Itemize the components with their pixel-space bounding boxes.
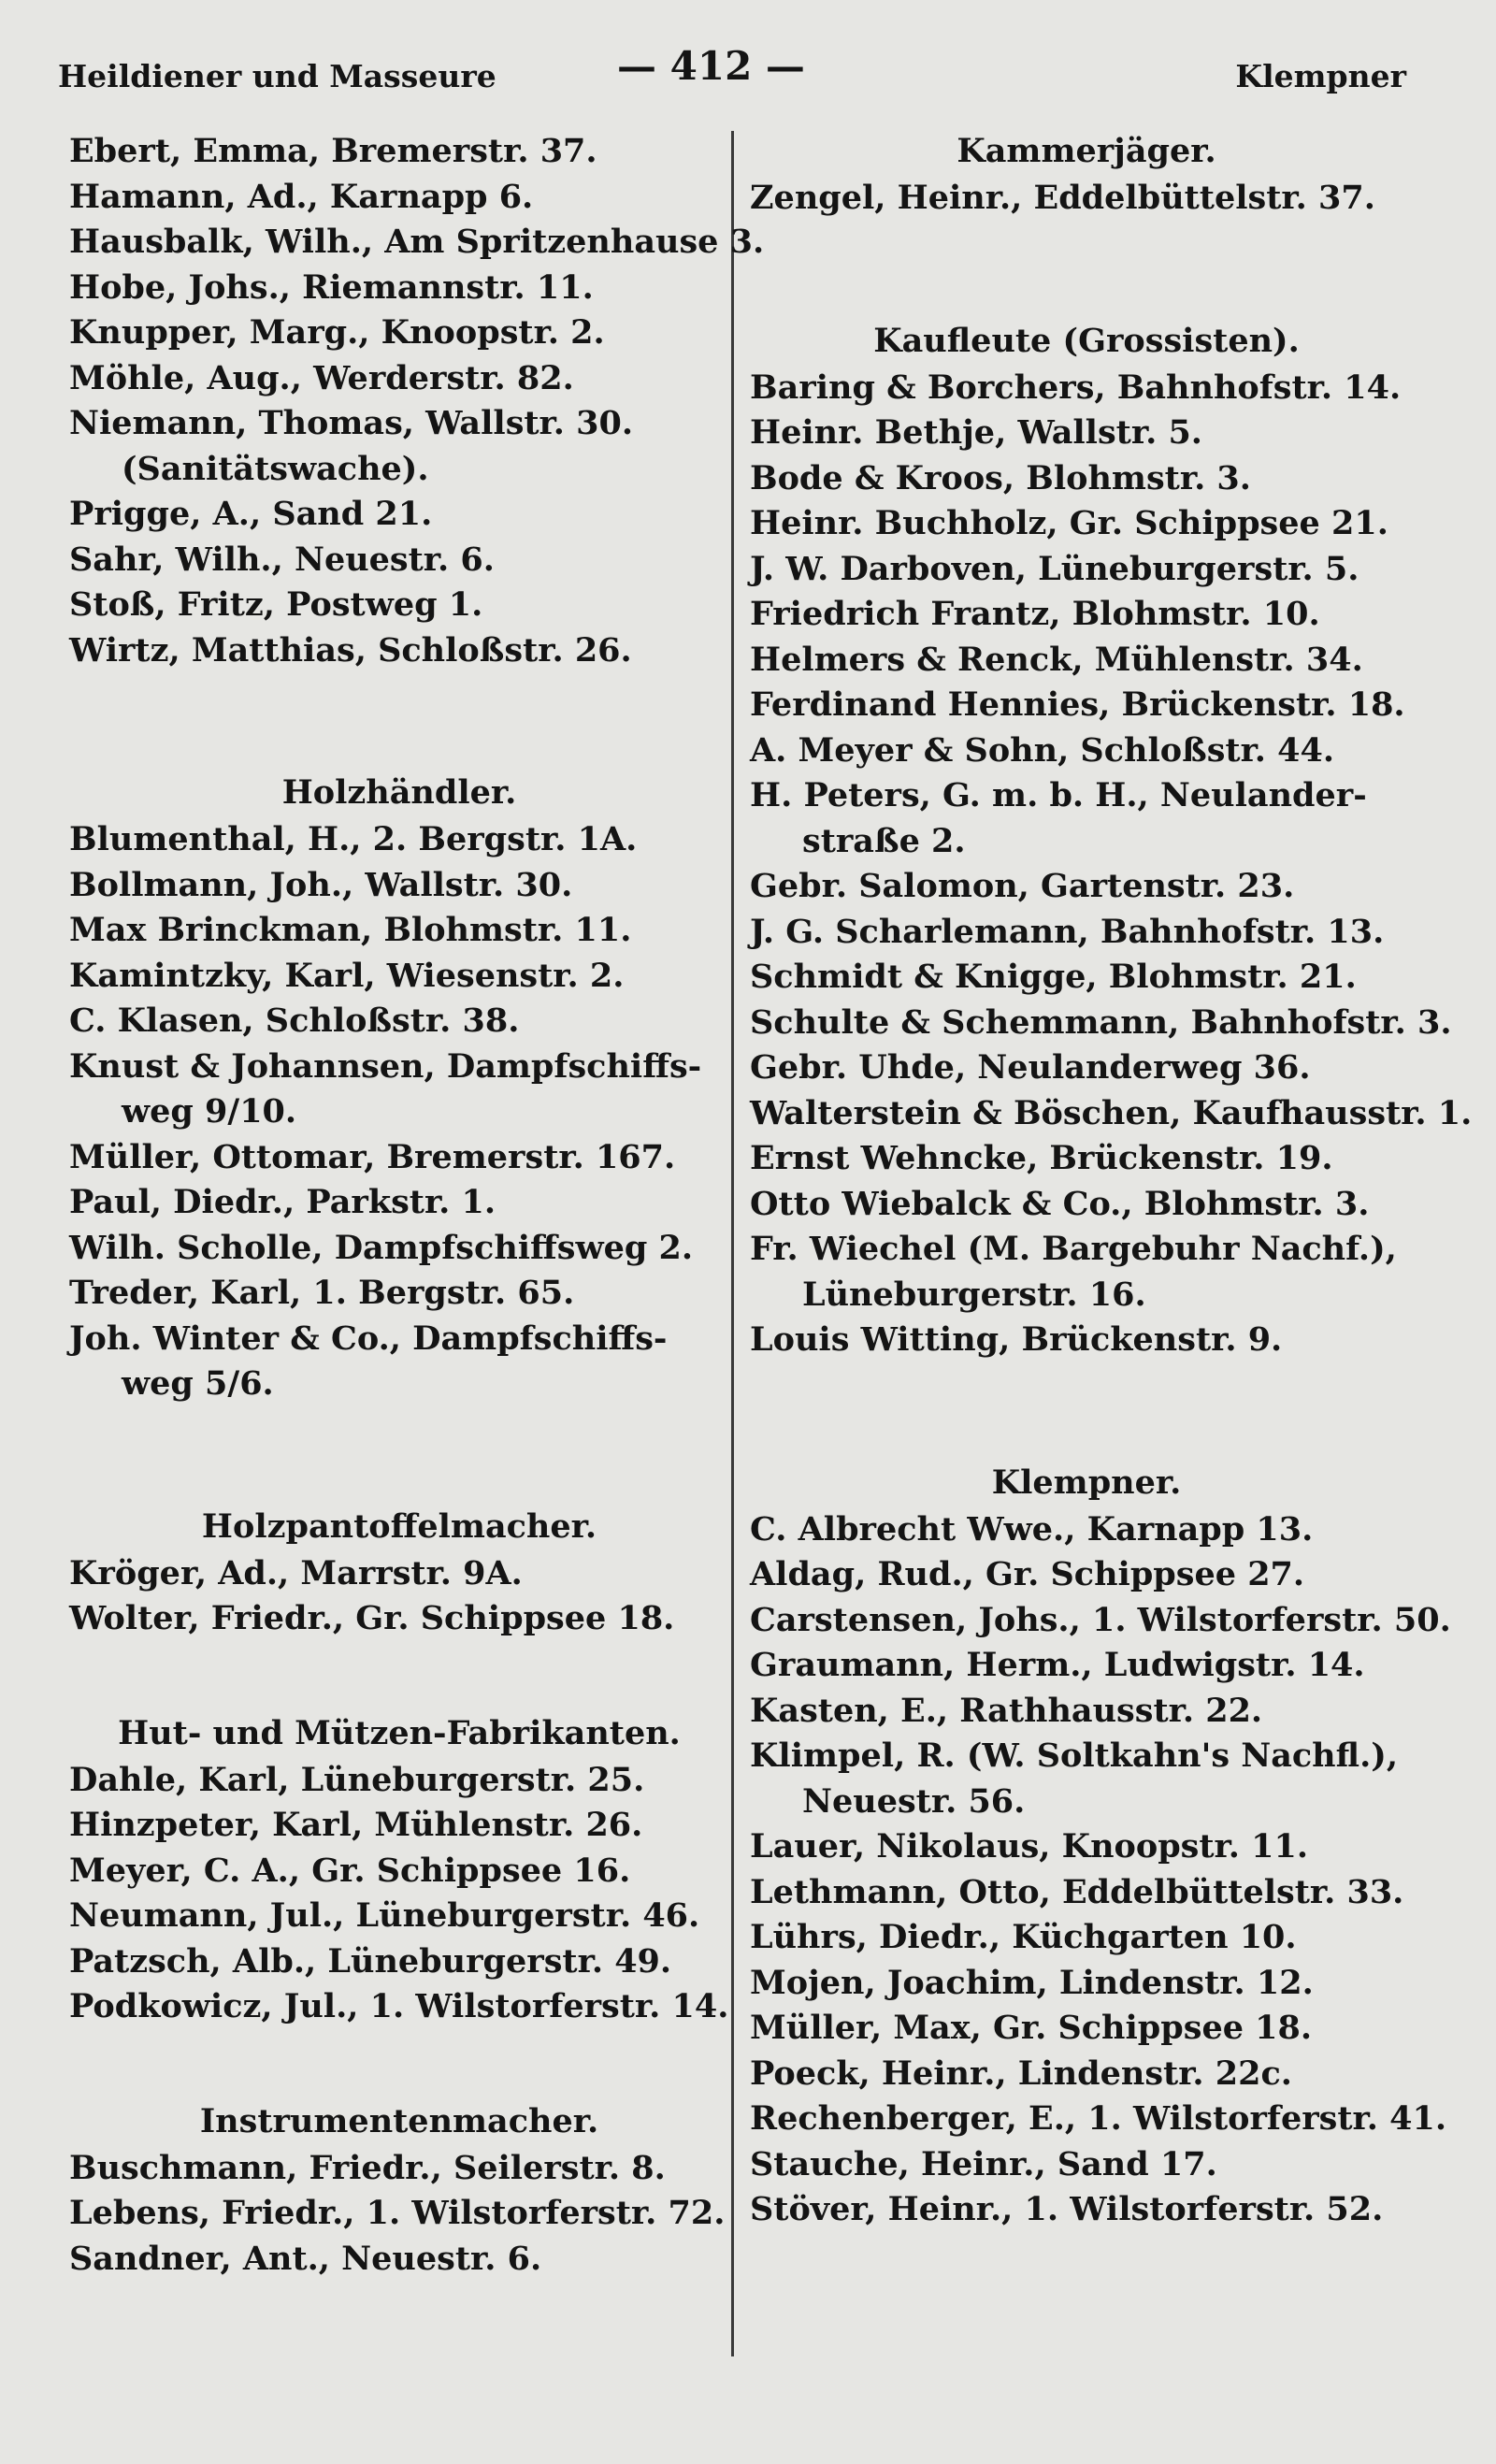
directory-entry xyxy=(69,1758,729,1804)
entry-line: Paul, Diedr., Parkstr. 1. xyxy=(69,1183,496,1221)
entry-line: Schmidt & Knigge, Blohmstr. 21. xyxy=(750,958,1357,996)
entry-line: Hausbalk, Wilh., Am Spritzenhause 3. xyxy=(69,223,765,261)
entry-line: Walterstein & Böschen, Kaufhausstr. 1. xyxy=(750,1093,1473,1132)
entry-line: Heinr. Bethje, Wallstr. 5. xyxy=(750,413,1202,452)
entry-line: Kamintzky, Karl, Wiesenstr. 2. xyxy=(69,956,625,995)
directory-section xyxy=(69,771,729,1407)
entry-line: Klimpel, R. (W. Soltkahn's Nachfl.), xyxy=(750,1736,1399,1775)
directory-entry xyxy=(69,999,729,1045)
entry-line: Graumann, Herm., Ludwigstr. 14. xyxy=(750,1646,1365,1684)
directory-entry xyxy=(750,547,1423,593)
directory-entry xyxy=(750,1598,1451,1644)
entry-line: Aldag, Rud., Gr. Schippsee 27. xyxy=(750,1555,1305,1593)
directory-entry xyxy=(750,1001,1452,1046)
directory-entry xyxy=(750,773,1423,864)
directory-entry xyxy=(69,356,729,402)
directory-entry xyxy=(750,1318,1423,1363)
left-column xyxy=(69,129,765,2282)
directory-entry xyxy=(750,1643,1423,1689)
directory-entry xyxy=(750,2006,1423,2052)
entry-line: Joh. Winter & Co., Dampfschiffs- xyxy=(69,1318,668,1358)
entry-line: Müller, Ottomar, Bremerstr. 167. xyxy=(69,1137,676,1176)
directory-entry xyxy=(750,1091,1473,1137)
directory-entry xyxy=(69,1317,729,1407)
directory-entry xyxy=(750,638,1423,684)
entry-continuation: (Sanitätswache). xyxy=(122,449,429,488)
directory-entry xyxy=(750,683,1423,728)
directory-entry xyxy=(750,1552,1423,1598)
directory-section xyxy=(750,1461,1451,2233)
directory-entry xyxy=(69,1226,729,1272)
entry-line: Dahle, Karl, Lüneburgerstr. 25. xyxy=(69,1760,645,1799)
header-right-title: Klempner xyxy=(1235,58,1406,94)
directory-entry xyxy=(750,366,1423,411)
directory-entry xyxy=(750,1182,1423,1228)
entry-continuation: straße 2. xyxy=(802,821,966,860)
directory-entry xyxy=(750,501,1423,547)
running-header xyxy=(0,39,1496,105)
section-heading: Holzpantoffelmacher. xyxy=(201,1506,597,1546)
entry-line: Friedrich Frantz, Blohmstr. 10. xyxy=(750,595,1320,633)
directory-entry xyxy=(69,954,729,1000)
entry-line: Kröger, Ad., Marrstr. 9A. xyxy=(69,1553,523,1592)
entry-line: Wolter, Friedr., Gr. Schippsee 18. xyxy=(69,1599,675,1637)
section-spacer xyxy=(69,1407,729,1505)
entry-line: Lebens, Friedr., 1. Wilstorferstr. 72. xyxy=(69,2194,726,2232)
section-spacer xyxy=(750,222,1423,319)
directory-entry xyxy=(69,2237,729,2283)
directory-entry xyxy=(69,175,729,221)
section-spacer xyxy=(750,1363,1423,1461)
entry-line: Rechenberger, E., 1. Wilstorferstr. 41. xyxy=(750,2099,1447,2138)
directory-entry xyxy=(750,1870,1423,1916)
directory-entry xyxy=(69,1551,729,1597)
directory-entry xyxy=(69,2146,729,2192)
directory-entry xyxy=(69,2191,729,2237)
directory-entry xyxy=(69,863,729,909)
entry-continuation: weg 9/10. xyxy=(122,1092,297,1131)
entry-line: C. Klasen, Schloßstr. 38. xyxy=(69,1001,520,1040)
entry-line: Ernst Wehncke, Brückenstr. 19. xyxy=(750,1139,1333,1177)
directory-entry xyxy=(750,2052,1423,2097)
directory-entry xyxy=(750,955,1423,1001)
entry-line: Wirtz, Matthias, Schloßstr. 26. xyxy=(69,630,632,670)
directory-entry xyxy=(750,2097,1447,2142)
directory-entry xyxy=(750,728,1423,774)
section-heading: Holzhändler. xyxy=(281,773,517,812)
directory-entry xyxy=(69,266,729,311)
entry-line: Hamann, Ad., Karnapp 6. xyxy=(69,177,534,216)
entry-line: Sahr, Wilh., Neuestr. 6. xyxy=(69,540,495,579)
entry-line: Bode & Kroos, Blohmstr. 3. xyxy=(750,458,1251,497)
entry-line: Knust & Johannsen, Dampfschiffs- xyxy=(69,1046,702,1086)
directory-entry xyxy=(69,1803,729,1849)
directory-entry xyxy=(69,583,729,628)
entry-line: J. G. Scharlemann, Bahnhofstr. 13. xyxy=(750,912,1385,951)
directory-entry xyxy=(750,910,1423,956)
entry-line: Stauche, Heinr., Sand 17. xyxy=(750,2144,1217,2183)
header-left-title: Heildiener und Masseure xyxy=(58,58,496,94)
directory-entry xyxy=(69,1894,729,1939)
directory-entry xyxy=(750,1824,1423,1870)
section-spacer xyxy=(69,673,729,771)
section-spacer xyxy=(69,1642,729,1711)
section-heading: Instrumentenmacher. xyxy=(199,2101,599,2140)
directory-entry xyxy=(750,1136,1423,1182)
directory-entry xyxy=(69,1135,729,1181)
directory-entry xyxy=(750,1689,1423,1735)
entry-line: J. W. Darboven, Lüneburgerstr. 5. xyxy=(750,549,1359,588)
entry-line: Blumenthal, H., 2. Bergstr. 1A. xyxy=(69,820,638,858)
entry-line: Podkowicz, Jul., 1. Wilstorferstr. 14. xyxy=(69,1987,729,2025)
entry-line: Louis Witting, Brückenstr. 9. xyxy=(750,1320,1283,1359)
directory-entry xyxy=(69,817,729,863)
directory-entry xyxy=(750,1734,1423,1824)
entry-line: Lauer, Nikolaus, Knoopstr. 11. xyxy=(750,1827,1309,1866)
entry-line: Prigge, A., Sand 21. xyxy=(69,495,433,533)
directory-entry xyxy=(69,129,729,175)
entry-line: Hobe, Johs., Riemannstr. 11. xyxy=(69,267,594,307)
directory-section xyxy=(750,129,1423,222)
entry-line: Baring & Borchers, Bahnhofstr. 14. xyxy=(750,367,1402,407)
directory-entry xyxy=(750,592,1423,638)
entry-line: Ebert, Emma, Bremerstr. 37. xyxy=(69,132,597,170)
entry-line: Buschmann, Friedr., Seilerstr. 8. xyxy=(69,2148,666,2187)
entry-line: Müller, Max, Gr. Schippsee 18. xyxy=(750,2009,1313,2047)
directory-entry xyxy=(750,2187,1423,2233)
entry-line: C. Albrecht Wwe., Karnapp 13. xyxy=(750,1509,1314,1549)
directory-entry xyxy=(750,456,1423,502)
section-spacer xyxy=(69,2030,729,2099)
entry-line: Heinr. Buchholz, Gr. Schippsee 21. xyxy=(750,504,1388,542)
entry-line: Schulte & Schemmann, Bahnhofstr. 3. xyxy=(750,1002,1452,1042)
entry-line: Wilh. Scholle, Dampfschiffsweg 2. xyxy=(69,1228,694,1267)
directory-entry xyxy=(69,908,729,954)
directory-section xyxy=(69,1711,729,2030)
section-heading: Hut- und Mützen-Fabrikanten. xyxy=(118,1713,681,1752)
section-heading: Kammerjäger. xyxy=(957,132,1216,170)
entry-line: Möhle, Aug., Werderstr. 82. xyxy=(69,358,574,397)
entry-continuation: Lüneburgerstr. 16. xyxy=(802,1275,1146,1314)
entry-line: Fr. Wiechel (M. Bargebuhr Nachf.), xyxy=(750,1230,1397,1268)
directory-entry xyxy=(69,310,729,356)
entry-line: Hinzpeter, Karl, Mühlenstr. 26. xyxy=(69,1806,643,1844)
directory-entry xyxy=(750,176,1423,222)
entry-line: Ferdinand Hennies, Brückenstr. 18. xyxy=(750,685,1405,724)
entry-line: Carstensen, Johs., 1. Wilstorferstr. 50. xyxy=(750,1600,1451,1639)
entry-continuation: Neuestr. 56. xyxy=(802,1781,1026,1821)
right-column xyxy=(750,129,1473,2233)
entry-line: H. Peters, G. m. b. H., Neulander- xyxy=(750,776,1367,814)
entry-line: Stöver, Heinr., 1. Wilstorferstr. 52. xyxy=(750,2190,1384,2228)
section-heading: Klempner. xyxy=(991,1463,1182,1502)
entry-line: Lührs, Diedr., Küchgarten 10. xyxy=(750,1918,1297,1956)
entry-line: Poeck, Heinr., Lindenstr. 22c. xyxy=(750,2053,1292,2093)
entry-line: Zengel, Heinr., Eddelbüttelstr. 37. xyxy=(750,179,1375,217)
entry-line: Stoß, Fritz, Postweg 1. xyxy=(69,585,483,624)
directory-entry xyxy=(69,1045,729,1135)
directory-entry xyxy=(69,401,729,492)
directory-entry xyxy=(69,1849,729,1895)
directory-entry xyxy=(69,492,729,538)
directory-entry xyxy=(69,220,765,266)
entry-line: Gebr. Uhde, Neulanderweg 36. xyxy=(750,1048,1311,1087)
page-number: — 412 — xyxy=(617,43,805,89)
directory-entry xyxy=(69,1271,729,1317)
directory-entry xyxy=(750,1915,1423,1961)
entry-line: Gebr. Salomon, Gartenstr. 23. xyxy=(750,867,1295,905)
entry-line: Treder, Karl, 1. Bergstr. 65. xyxy=(69,1274,575,1312)
entry-line: Meyer, C. A., Gr. Schippsee 16. xyxy=(69,1851,631,1890)
entry-line: Niemann, Thomas, Wallstr. 30. xyxy=(69,404,634,442)
section-heading: Kaufleute (Grossisten). xyxy=(873,321,1300,360)
directory-section xyxy=(69,2099,729,2283)
entry-continuation: weg 5/6. xyxy=(122,1364,274,1403)
directory-entry xyxy=(750,864,1423,910)
directory-entry xyxy=(69,538,729,584)
column-divider xyxy=(731,131,734,2356)
entry-line: A. Meyer & Sohn, Schloßstr. 44. xyxy=(750,730,1335,770)
directory-entry xyxy=(69,1596,729,1642)
directory-entry xyxy=(750,2142,1423,2188)
entry-line: Bollmann, Joh., Wallstr. 30. xyxy=(69,865,573,904)
entry-line: Helmers & Renck, Mühlenstr. 34. xyxy=(750,640,1363,679)
directory-entry xyxy=(750,1507,1423,1553)
entry-line: Kasten, E., Rathhausstr. 22. xyxy=(750,1691,1263,1730)
directory-entry xyxy=(750,411,1423,456)
directory-entry xyxy=(750,1961,1423,2007)
directory-entry xyxy=(750,1045,1423,1091)
entry-line: Patzsch, Alb., Lüneburgerstr. 49. xyxy=(69,1941,672,1981)
directory-entry xyxy=(750,1227,1423,1318)
directory-entry xyxy=(69,1939,729,1985)
directory-section xyxy=(750,319,1473,1363)
directory-entry xyxy=(69,1984,729,2030)
directory-section xyxy=(69,1505,729,1642)
entry-line: Neumann, Jul., Lüneburgerstr. 46. xyxy=(69,1896,700,1935)
entry-line: Max Brinckman, Blohmstr. 11. xyxy=(69,911,632,949)
entry-line: Sandner, Ant., Neuestr. 6. xyxy=(69,2239,542,2278)
entry-line: Lethmann, Otto, Eddelbüttelstr. 33. xyxy=(750,1872,1404,1911)
entry-line: Otto Wiebalck & Co., Blohmstr. 3. xyxy=(750,1184,1370,1223)
entry-line: Mojen, Joachim, Lindenstr. 12. xyxy=(750,1963,1314,2002)
directory-entry xyxy=(69,628,729,674)
entry-line: Knupper, Marg., Knoopstr. 2. xyxy=(69,313,605,352)
directory-entry xyxy=(69,1180,729,1226)
